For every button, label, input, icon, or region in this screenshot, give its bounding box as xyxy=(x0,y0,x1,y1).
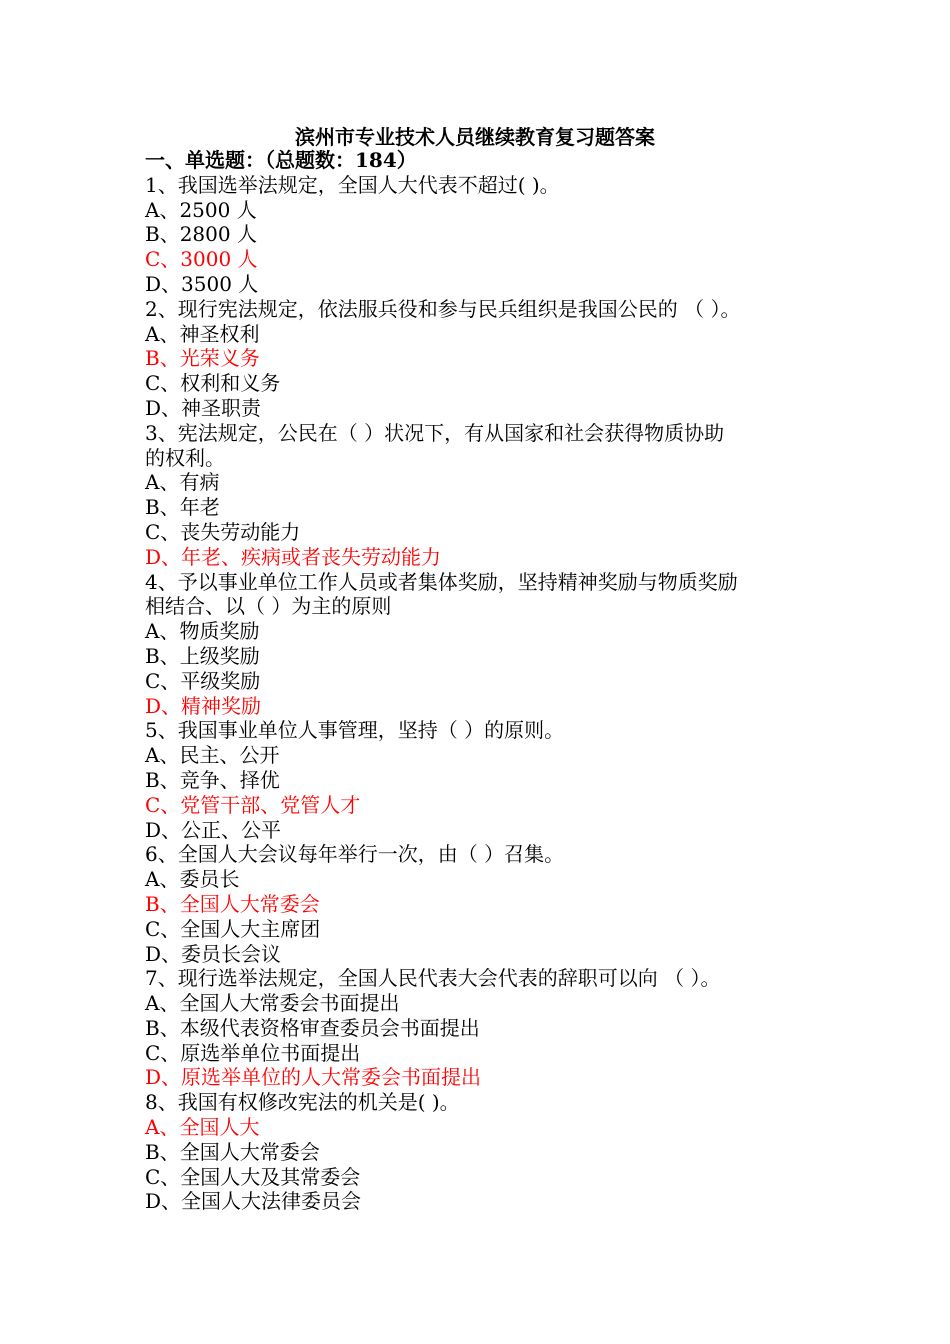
answer-option: D、精神奖励 xyxy=(145,693,262,718)
option: C、原选举单位书面提出 xyxy=(145,1040,361,1065)
option: A、有病 xyxy=(145,470,220,495)
option: C、全国人大主席团 xyxy=(145,916,321,941)
question-item xyxy=(145,570,810,719)
question-stem: 3、宪法规定，公民在（ ）状况下，有从国家和社会获得物质协助 xyxy=(145,420,725,445)
option: D、委员长会议 xyxy=(145,941,282,966)
answer-option: B、光荣义务 xyxy=(145,346,260,371)
answer-option: B、全国人大常委会 xyxy=(145,891,320,916)
option: B、全国人大常委会 xyxy=(145,1139,320,1164)
question-item xyxy=(145,966,810,1090)
option: A、委员长 xyxy=(145,867,240,892)
question-stem: 4、予以事业单位工作人员或者集体奖励，坚持精神奖励与物质奖励 xyxy=(145,569,738,594)
question-item xyxy=(145,718,810,842)
question-stem: 相结合、以（ ）为主的原则 xyxy=(145,594,392,619)
question-stem: 5、我国事业单位人事管理，坚持（ ）的原则。 xyxy=(145,718,565,743)
document-content xyxy=(145,148,810,1214)
question-stem: 的权利。 xyxy=(145,445,225,470)
question-item xyxy=(145,421,810,570)
option: D、公正、公平 xyxy=(145,817,282,842)
question-item xyxy=(145,1090,810,1214)
answer-option: D、原选举单位的人大常委会书面提出 xyxy=(145,1065,482,1090)
answer-option: C、党管干部、党管人才 xyxy=(145,792,361,817)
option: B、本级代表资格审查委员会书面提出 xyxy=(145,1015,480,1040)
answer-option: A、全国人大 xyxy=(145,1115,260,1140)
option: D、全国人大法律委员会 xyxy=(145,1189,362,1214)
option: A、全国人大常委会书面提出 xyxy=(145,991,400,1016)
question-list xyxy=(145,173,810,1214)
question-item xyxy=(145,173,810,297)
option: B、年老 xyxy=(145,495,220,520)
option: C、权利和义务 xyxy=(145,371,281,396)
option: D、神圣职责 xyxy=(145,395,262,420)
option: D、3500 人 xyxy=(145,271,259,296)
option: B、上级奖励 xyxy=(145,643,260,668)
question-stem: 6、全国人大会议每年举行一次，由（ ）召集。 xyxy=(145,842,565,867)
question-item xyxy=(145,842,810,966)
question-stem: 1、我国选举法规定，全国人大代表不超过( )。 xyxy=(145,172,560,197)
option: A、物质奖励 xyxy=(145,619,260,644)
option: C、平级奖励 xyxy=(145,668,261,693)
option: C、丧失劳动能力 xyxy=(145,519,301,544)
question-stem: 8、我国有权修改宪法的机关是( )。 xyxy=(145,1090,460,1115)
option: A、神圣权利 xyxy=(145,321,260,346)
option: A、民主、公开 xyxy=(145,743,280,768)
answer-option: C、3000 人 xyxy=(145,247,258,272)
section-heading: 一、单选题：（总题数：184） xyxy=(145,148,417,172)
answer-option: D、年老、疾病或者丧失劳动能力 xyxy=(145,544,442,569)
question-stem: 2、现行宪法规定，依法服兵役和参与民兵组织是我国公民的 （ ）。 xyxy=(145,296,741,321)
option: B、2800 人 xyxy=(145,222,257,247)
document-title: 滨州市专业技术人员继续教育复习题答案 xyxy=(295,125,655,149)
option: A、2500 人 xyxy=(145,197,257,222)
question-stem: 7、现行选举法规定，全国人民代表大会代表的辞职可以向 （ ）。 xyxy=(145,966,721,991)
option: C、全国人大及其常委会 xyxy=(145,1164,361,1189)
option: B、竞争、择优 xyxy=(145,767,280,792)
question-item xyxy=(145,297,810,421)
